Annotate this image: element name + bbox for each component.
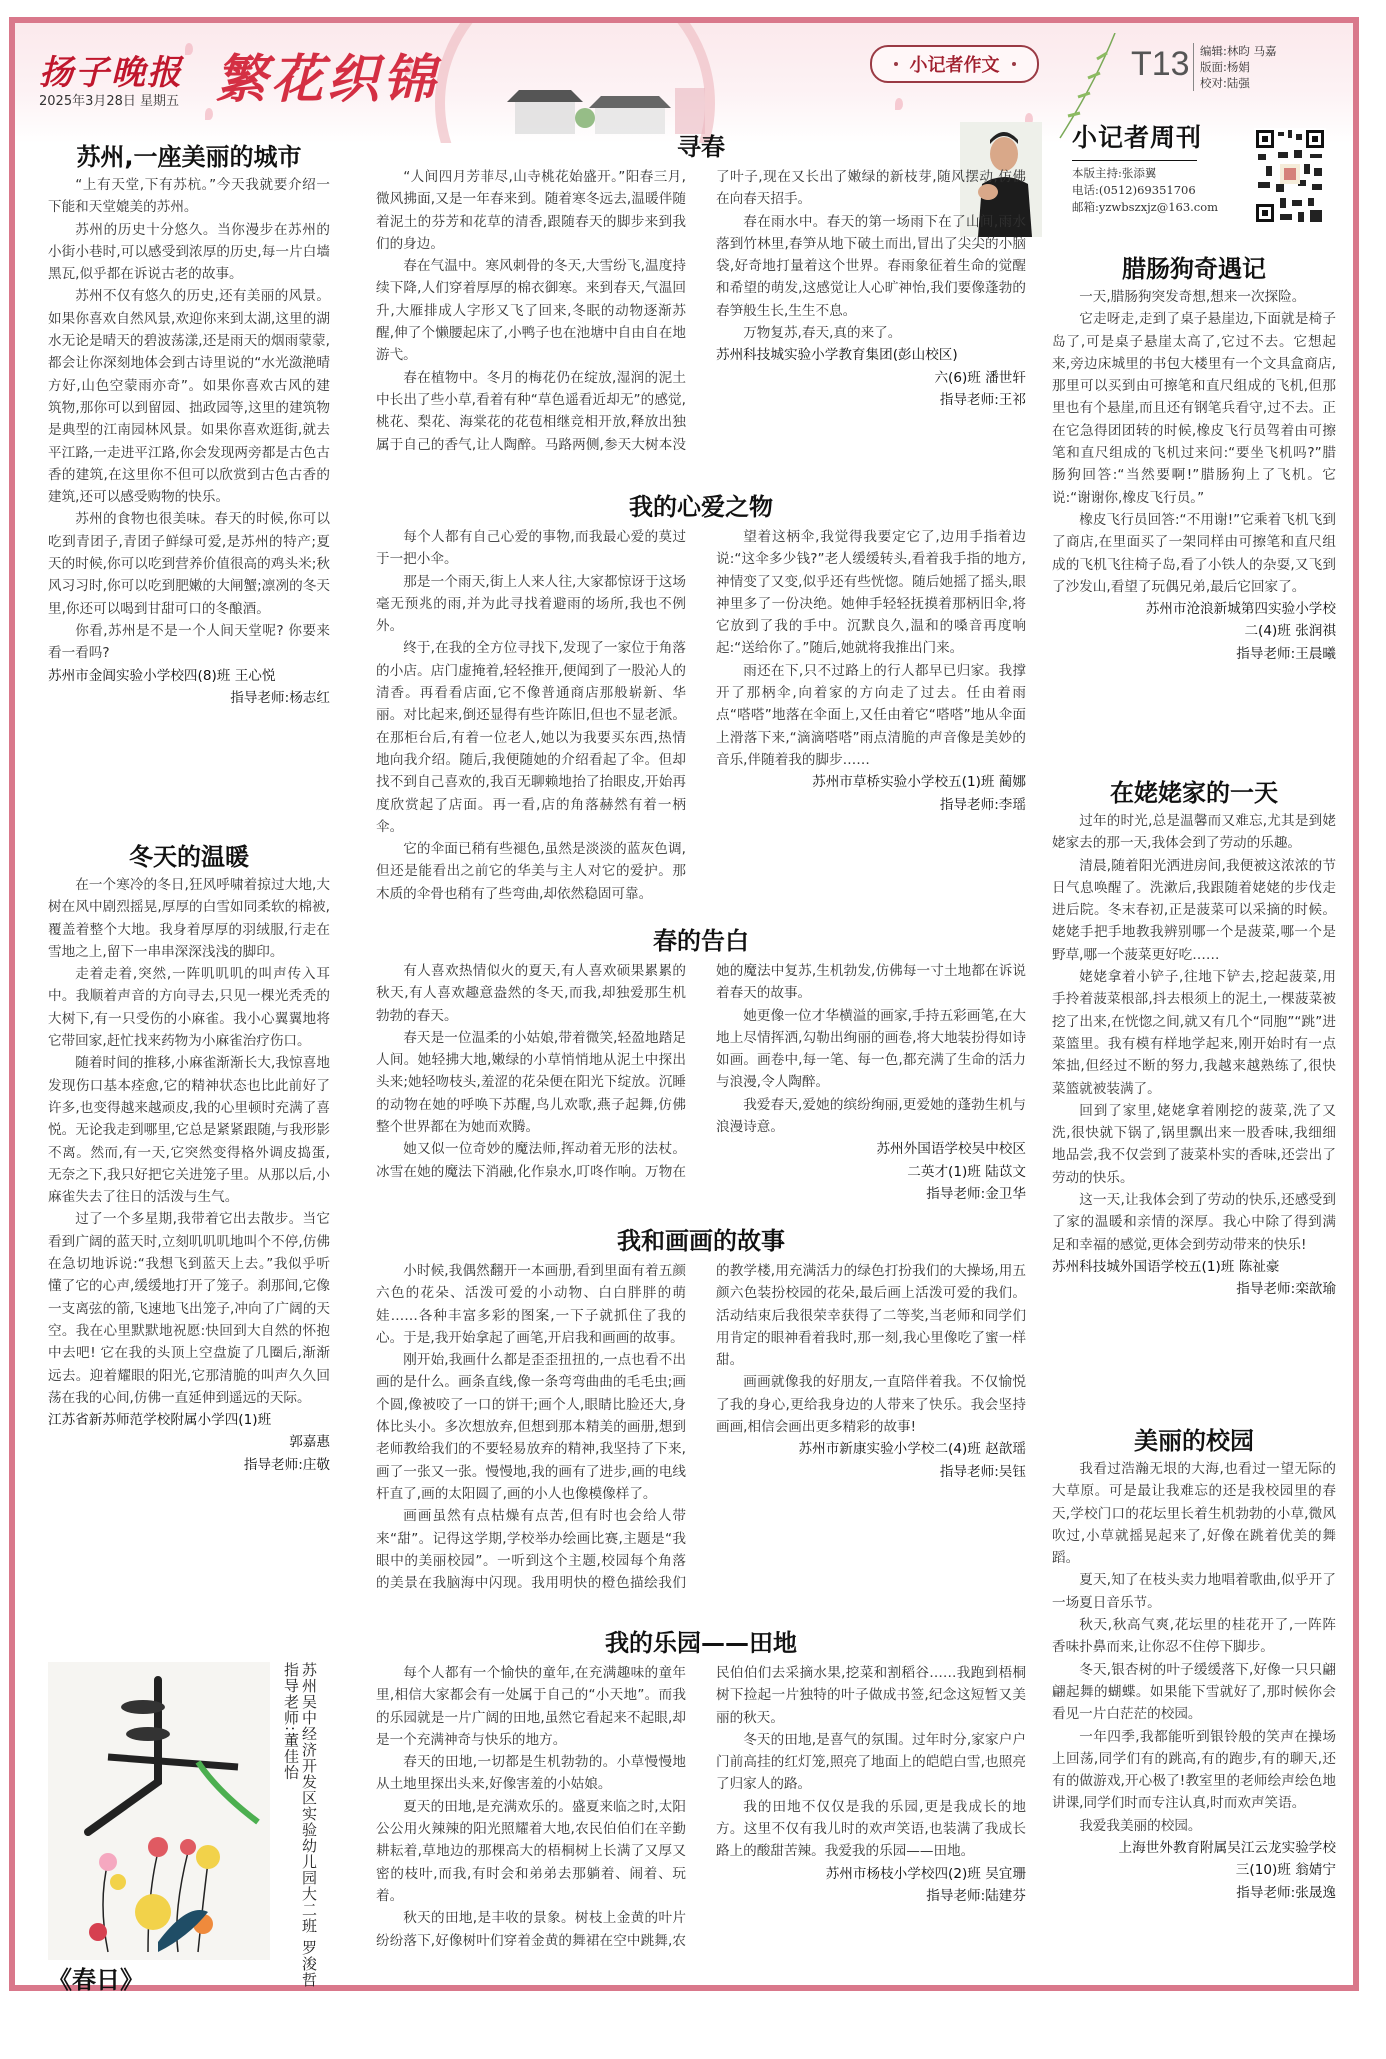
phone-line: 电话:(0512)69351706 — [1072, 183, 1196, 197]
issue-date: 2025年3月28日 星期五 — [39, 94, 180, 109]
paragraph: 回到了家里,姥姥拿着刚挖的菠菜,洗了又洗,很快就下锅了,锅里飘出来一股香味,我细细地品尝,我不仅尝到了菠菜朴实的香味,还尝出了劳动的快乐。 — [1052, 1102, 1336, 1186]
author-school: 苏州外国语学校吴中校区 — [876, 1141, 1026, 1158]
article-umbrella — [376, 490, 1026, 524]
paragraph: 一天,腊肠狗突发奇想,想来一次探险。 — [1079, 289, 1306, 305]
article-spring-body — [376, 166, 1026, 478]
paragraph: 走着走着,突然,一阵叽叽叽的叫声传入耳中。我顺着声音的方向寻去,只见一棵光秃秃的大树下,有一只受伤的小麻雀。我小心翼翼地将它带回家,赶忙找来药物为小麻雀治疗伤口。 — [48, 966, 330, 1050]
article-title: 我的心爱之物 — [629, 493, 773, 521]
paragraph: 那是一个雨天,街上人来人往,大家都惊讶于这场毫无预兆的雨,并为此寻找着避雨的场所,我也不例外。 — [376, 573, 686, 635]
author-school: 苏州市金阊实验小学校四(8)班 王心悦 — [48, 667, 276, 684]
divider — [1072, 160, 1197, 161]
article-field-body — [376, 1662, 1026, 1974]
paragraph: 苏州的历史十分悠久。当你漫步在苏州的小街小巷时,可以感受到浓厚的历史,每一片白墙黑瓦,似乎都在诉说古老的故事。 — [48, 221, 330, 283]
author-school: 苏州市杨枝小学校四(2)班 吴宜珊 — [825, 1865, 1026, 1882]
article-title: 春的告白 — [653, 927, 749, 955]
spring-day-painting-image — [48, 1662, 270, 1960]
article-suzhou — [48, 140, 330, 709]
weekly-info — [1072, 118, 1218, 216]
paragraph: “上有天堂,下有苏杭。”今天我就要介绍一下能和天堂媲美的苏州。 — [48, 177, 330, 216]
paragraph: 随着时间的推移,小麻雀渐渐长大,我惊喜地发现伤口基本痊愈,它的精神状态也比此前好了许多,也变得越来越顽皮,我的心里顿时充满了喜悦。无论我走到哪里,它总是紧紧跟随,与我形影不离。然而,有一天,它突然变得格外调皮捣蛋,无奈之下,我只好把它关进笼子里。从那以后,小麻雀失去了往日的活泼与生气。 — [48, 1055, 330, 1206]
teacher-credit: 指导老师:杨志红 — [230, 689, 330, 706]
paragraph: 她更像一位才华横溢的画家,手持五彩画笔,在大地上尽情挥洒,勾勒出绚丽的画卷,将大地装扮得如诗如画。画卷中,每一笔、每一色,都充满了生命的活力与浪漫,令人陶醉。 — [716, 1007, 1026, 1091]
paragraph: 刚开始,我画什么都是歪歪扭扭的,一点也看不出画的是什么。画条直线,像一条弯弯曲曲的毛毛虫;画个圆,像被咬了一口的饼干;画个人,眼睛比脸还大,身体比头小。多次想放弃,但想到那本精美的画册,想到老师教给我们的不要轻易放弃的精神,我坚持了下来,画了一张又一张。慢慢地,我的画有了进步,画的电线杆直了,画的太阳圆了,画的小人也像模像样了。 — [376, 1352, 686, 1502]
dot-icon — [894, 62, 898, 66]
author-name: 六(6)班 潘世轩 — [934, 369, 1026, 386]
paragraph: 它的伞面已稍有些褪色,虽然是淡淡的蓝灰色调,但还是能看出之前它的华美与主人对它的爱护。那木质的伞骨也稍有了些弯曲,却依然稳固可靠。 — [376, 841, 686, 902]
newspaper-logo: 扬子晚报 — [39, 53, 183, 93]
paragraph: 橡皮飞行员回答:“不用谢!”它乘着飞机飞到了商店,在里面买了一架同样由可擦笔和直尺组成的飞机飞往椅子岛,看了小铁人的杂耍,又飞到了沙发山,看望了玩偶兄弟,最后它回家了。 — [1052, 511, 1336, 595]
article-confession-body — [376, 960, 1026, 1212]
paragraph: 你看,苏州是不是一个人间天堂呢? 你要来看一看吗? — [48, 622, 330, 662]
childrens-painting — [48, 1662, 270, 1960]
author-name: 三(10)班 翁婧宁 — [1235, 1862, 1336, 1879]
paragraph: 雨还在下,只不过路上的行人都早已归家。我撑开了那柄伞,向着家的方向走了过去。任由着雨点“嗒嗒”地落在伞面上,又任由着它“嗒嗒”地从伞面上滑落下来,“滴滴嗒嗒”雨点清脆的声音像是美妙的音乐,伴随着我的脚步…… — [716, 662, 1026, 768]
section-tag — [870, 45, 1039, 83]
author-school: 苏州科技城外国语学校五(1)班 陈祉豪 — [1052, 1258, 1280, 1275]
paragraph: 画画就像我的好朋友,一直陪伴着我。不仅愉悦了我的身心,更给我身边的人带来了快乐。我会坚持画画,相信会画出更多精彩的故事! — [716, 1374, 1026, 1436]
layout-line: 版面:杨娟 — [1200, 60, 1250, 74]
author-school: 苏州市新康实验小学校二(4)班 赵歆瑶 — [798, 1441, 1026, 1458]
editors-credit — [1193, 43, 1277, 91]
article-drawing — [376, 1224, 1026, 1258]
proofread-line: 校对:陆强 — [1200, 76, 1250, 90]
article-title: 寻春 — [677, 133, 725, 161]
paragraph: 每个人都有一个愉快的童年,在充满趣味的童年里,相信大家都会有一处属于自己的“小天地”。而我的乐园就是一片广阔的田地,虽然它看起来不起眼,却是一个充满神奇与快乐的地方。 — [376, 1665, 686, 1748]
article-title: 我和画画的故事 — [617, 1227, 785, 1255]
paragraph: 一年四季,我都能听到银铃般的笑声在操场上回荡,同学们有的跳高,有的跑步,有的聊天,还有的做游戏,开心极了!教室里的老师绘声绘色地讲课,同学们时而专注认真,时而欢声笑语。 — [1052, 1728, 1336, 1812]
article-winter — [48, 840, 330, 1476]
paragraph: 苏州不仅有悠久的历史,还有美丽的风景。如果你喜欢自然风景,欢迎你来到太湖,这里的湖水无论是晴天的碧波荡漾,还是雨天的烟雨蒙蒙,都会让你深刻地体会到古诗里说的“水光潋滟晴方好,山色空蒙雨亦奇”。如果你喜欢古风的建筑物,那你可以到留园、拙政园等,这里的建筑物是典型的江南园林风景。如果你喜欢逛街,就去平江路,一走进平江路,你会发现两旁都是古色古香的建筑,在这里你不但可以欣赏到古色古香的建筑,还可以感受购物的快乐。 — [48, 288, 330, 506]
author-school: 苏州市草桥实验小学校五(1)班 蔺娜 — [812, 774, 1026, 791]
paragraph: 望着这柄伞,我觉得我要定它了,边用手指着边说:“这伞多少钱?”老人缓缓转头,看着我手指的地方,神情变了又变,似乎还有些恍惚。随后她摇了摇头,眼神里多了一份决绝。她伸手轻轻抚摸着那柄旧伞,将它放到了我的手中。沉默良久,温和的嗓音再度响起:“送给你了。”随后,她就将我推出门来。 — [716, 529, 1026, 657]
article-field — [376, 1626, 1026, 1660]
paragraph: 它走呀走,走到了桌子悬崖边,下面就是椅子岛了,可是桌子悬崖太高了,它过不去。它想起来,旁边床城里的书包大楼里有一个文具盒商店,那里可以买到由可擦笔和直尺组成的飞机,但那里也有个悬崖,而且还有钢笔兵看守,过不去。正在它急得团团转的时候,橡皮飞行员驾着由可擦笔和直尺组成的飞机过来问:“要坐飞机吗?”腊肠狗回答:“当然要啊!”腊肠狗上了飞机。它说:“谢谢你,橡皮飞行员。” — [1052, 311, 1336, 506]
article-title: 美丽的校园 — [1134, 1427, 1254, 1455]
teacher-credit: 指导老师:张晟逸 — [1236, 1884, 1336, 1901]
paragraph: 春天是一位温柔的小姑娘,带着微笑,轻盈地踏足人间。她轻拂大地,嫩绿的小草悄悄地从泥土中探出头来;她轻吻枝头,羞涩的花朵便在阳光下绽放。沉睡的动物在她的呼唤下苏醒,鸟儿欢歌,燕子起舞,仿佛整个世界都在为她而欢腾。 — [376, 1029, 686, 1136]
paragraph: 秋天,秋高气爽,花坛里的桂花开了,一阵阵香味扑鼻而来,让你忍不住停下脚步。 — [1052, 1617, 1336, 1656]
article-dachshund — [1052, 252, 1336, 665]
painting-caption: 《春日》 — [48, 1966, 144, 1994]
article-title: 我的乐园——田地 — [605, 1629, 797, 1657]
article-confession — [376, 924, 1026, 958]
article-campus — [1052, 1424, 1336, 1904]
teacher-credit: 指导老师:栾歆瑜 — [1236, 1281, 1336, 1298]
host-line: 本版主持:张添翼 — [1072, 166, 1157, 180]
paragraph: 清晨,随着阳光洒进房间,我便被这浓浓的节日气息唤醒了。洗漱后,我跟随着姥姥的步伐走进后院。冬末春初,正是菠菜可以采摘的时候。姥姥手把手地教我辨别哪一个是菠菜,哪一个是野草,哪一个菠菜更好吃…… — [1052, 857, 1336, 963]
paragraph: 夏天,知了在枝头卖力地唱着歌曲,似乎开了一场夏日音乐节。 — [1052, 1572, 1336, 1611]
author-school: 上海世外教育附属吴江云龙实验学校 — [1118, 1840, 1336, 1857]
teacher-credit: 指导老师:庄敬 — [243, 1456, 330, 1473]
petal-icon — [205, 108, 213, 120]
qr-code[interactable] — [1254, 128, 1326, 224]
paragraph: 我看过浩瀚无垠的大海,也看过一望无际的大草原。可是最让我难忘的还是我校园里的春天,学校门口的花坛里长着生机勃勃的小草,微风吹过,小草就摇晃起来了,好像在跳着优美的舞蹈。 — [1052, 1461, 1336, 1567]
teacher-credit: 指导老师:王祁 — [939, 391, 1026, 408]
teacher-credit: 指导老师:吴钰 — [939, 1463, 1026, 1480]
paragraph: 她又似一位奇妙的魔法师,挥动着无形的法杖。冰雪在她的魔法下消融,化作泉水,叮咚作响。万物在她的魔法中复苏,生机勃发,仿佛每一寸土地都在诉说着春天的故事。 — [376, 963, 1026, 1180]
author-school: 苏州市沧浪新城第四实验小学校 — [1145, 601, 1336, 618]
paragraph: 冬天,银杏树的叶子缓缓落下,好像一只只翩翩起舞的蝴蝶。如果能下雪就好了,那时候你会看见一片白茫茫的校园。 — [1052, 1661, 1336, 1723]
paragraph: 在一个寒冷的冬日,狂风呼啸着掠过大地,大树在风中剧烈摇晃,厚厚的白雪如同柔软的棉被,覆盖着整个大地。我身着厚厚的羽绒服,行走在雪地之上,留下一串串深深浅浅的脚印。 — [48, 877, 330, 960]
dot-icon — [1012, 62, 1016, 66]
article-title: 冬天的温暖 — [129, 843, 249, 871]
author-school: 苏州科技城实验小学教育集团(彭山校区) — [716, 347, 958, 364]
article-spring — [376, 130, 1026, 164]
paragraph: 有人喜欢热情似火的夏天,有人喜欢硕果累累的秋天,有人喜欢趣意盎然的冬天,而我,却独爱那生机勃勃的春天。 — [376, 963, 686, 1024]
article-title: 腊肠狗奇遇记 — [1122, 255, 1266, 283]
author-name: 二(4)班 张润祺 — [1244, 623, 1336, 640]
paragraph: 万物复苏,春天,真的来了。 — [743, 325, 902, 342]
weekly-title: 小记者周刊 — [1072, 123, 1203, 152]
author-name: 二英才(1)班 陆苡文 — [907, 1163, 1026, 1180]
paragraph: 春在雨水中。春天的第一场雨下在了山间,雨水落到竹林里,春笋从地下破土而出,冒出了尖尖的小脑袋,好奇地打量着这个世界。春雨象征着生命的觉醒和希望的萌发,这感觉让人心旷神怡,我们要像蓬勃的春笋般生长,生生不息。 — [716, 213, 1026, 319]
teacher-credit: 指导老师:陆建芬 — [926, 1887, 1026, 1904]
paragraph: 春天的田地,一切都是生机勃勃的。小草慢慢地从土地里探出头来,好像害羞的小姑娘。 — [376, 1754, 686, 1793]
paragraph: 我爱我美丽的校园。 — [1079, 1817, 1202, 1834]
paragraph: 冬天的田地,是喜气的氛围。过年时分,家家户户门前高挂的红灯笼,照亮了地面上的皑皑白雪,也照亮了归家人的路。 — [716, 1731, 1026, 1793]
editor-line: 编辑:林昀 马嘉 — [1200, 44, 1277, 58]
petal-icon — [895, 98, 903, 110]
paragraph: 这一天,让我体会到了劳动的快乐,还感受到了家的温暖和亲情的深厚。我心中除了得到满足和幸福的感觉,更体会到劳动带来的快乐! — [1052, 1192, 1336, 1253]
author-name: 郭嘉惠 — [289, 1434, 330, 1451]
paragraph: 秋天的田地,是丰收的景象。树枝上金黄的叶片纷纷落下,好像树叶们穿着金黄的舞裙在空中跳舞,农民伯伯们去采摘水果,挖菜和割稻谷……我跑到梧桐树下捡起一片独特的叶子做成书签,纪念这短暂又美丽的秋天。 — [376, 1665, 1026, 1949]
painting-credit: 苏州吴中经济开发区实验幼儿园大二班 罗浚哲 — [300, 1662, 318, 1988]
paragraph: 每个人都有自己心爱的事物,而我最心爱的莫过于一把小伞。 — [376, 529, 686, 568]
article-drawing-body — [376, 1260, 1026, 1616]
paragraph: 苏州的食物也很美味。春天的时候,你可以吃到青团子,青团子鲜绿可爱,是苏州的特产;夏天的时候,你可以吃到营养价值很高的鸡头米;秋风习习时,你可以吃到肥嫩的大闸蟹;凛冽的冬天里,你还可以喝到甘甜可口的冬酿酒。 — [48, 511, 330, 617]
jiangnan-houses-illustration — [485, 78, 715, 138]
article-title: 在姥姥家的一天 — [1110, 779, 1278, 807]
paragraph: “人间四月芳菲尽,山寺桃花始盛开。”阳春三月,微风拂面,又是一年春来到。随着寒冬远去,温暖伴随着泥土的芬芳和花草的清香,跟随春天的脚步来到我们的身边。 — [376, 169, 686, 252]
paragraph: 小时候,我偶然翻开一本画册,看到里面有着五颜六色的花朵、活泼可爱的小动物、白白胖胖的萌娃……各种丰富多彩的图案,一下子就抓住了我的心。于是,我开始拿起了画笔,开启我和画画的故事。 — [376, 1263, 686, 1346]
paragraph: 姥姥拿着小铲子,往地下铲去,挖起菠菜,用手拎着菠菜根部,抖去根须上的泥土,一棵菠菜被挖了出来,在恍惚之间,就又有几个“同胞”“跳”进菜篮里。我有模有样地学起来,刚开始时有一点笨拙,但经过不断的努力,我越来越熟练了,很快菜篮就被装满了。 — [1052, 969, 1336, 1097]
paragraph: 夏天的田地,是充满欢乐的。盛夏来临之时,太阳公公用火辣辣的阳光照耀着大地,农民伯伯们在辛勤耕耘着,草地边的那棵高大的梧桐树上长满了又厚又密的枝叶,而我,有时会和弟弟去那躺着、闹着、玩着。 — [376, 1798, 686, 1904]
paragraph: 过了一个多星期,我带着它出去散步。当它看到广阔的蓝天时,立刻叽叽叽地叫个不停,仿佛在急切地诉说:“我想飞到蓝天上去。”我似乎听懂了它的心声,缓缓地打开了笼子。刹那间,它像一支离弦的箭,飞速地飞出笼子,冲向了广阔的天空。我在心里默默地祝愿:快回到大自然的怀抱中去吧! 它在我的头顶上空盘旋了几圈后,渐渐远去。迎着耀眼的阳光,它那清脆的叫声久久回荡在我的心间,仿佛一直延伸到遥远的天际。 — [48, 1211, 330, 1406]
article-title: 苏州,一座美丽的城市 — [76, 143, 302, 171]
teacher-credit: 指导老师:李瑶 — [939, 796, 1026, 813]
paragraph: 我爱春天,爱她的缤纷绚丽,更爱她的蓬勃生机与浪漫诗意。 — [716, 1096, 1026, 1136]
painting-teacher: 指导老师:董佳怡 — [282, 1662, 300, 1781]
teacher-credit: 指导老师:王晨曦 — [1236, 645, 1336, 662]
section-label: 小记者作文 — [909, 55, 1000, 76]
page-banner-title: 繁花织锦 — [215, 49, 440, 110]
paragraph: 终于,在我的全方位寻找下,发现了一家位于角落的小店。店门虚掩着,轻轻推开,便闻到了一股沁人的清香。再看看店面,它不像普通商店那般崭新、华丽。对比起来,倒还显得有些许陈旧,但也不显老派。在那柜台后,有着一位老人,她以为我要买东西,热情地向我介绍。随后,我便随她的介绍看起了伞。但却找不到自己喜欢的,我百无聊赖地抬了抬眼皮,开始再度欣赏起了店面。再一看,店的角落赫然有着一柄伞。 — [376, 640, 686, 835]
paragraph: 春在植物中。冬月的梅花仍在绽放,湿润的泥土中长出了些小草,看着有种“草色遥看近却无”的感觉,桃花、梨花、海棠花的花苞相继竞相开放,释放出独属于自己的香气,让人陶醉。马路两侧,参天大树本没了叶子,现在又长出了嫩绿的新枝芽,随风摆动,仿佛在向春天招手。 — [376, 169, 1026, 453]
article-umbrella-body — [376, 526, 1026, 928]
paragraph: 我的田地不仅仅是我的乐园,更是我成长的地方。这里不仅有我儿时的欢声笑语,也装满了我成长路上的酸甜苦辣。我爱我的乐园——田地。 — [716, 1798, 1026, 1860]
author-school: 江苏省新苏师范学校附属小学四(1)班 — [48, 1412, 272, 1429]
petal-icon — [185, 43, 193, 55]
page-number: T13 — [1131, 45, 1190, 83]
email-line: 邮箱:yzwbszxjz@163.com — [1072, 200, 1219, 214]
paragraph: 春在气温中。寒风刺骨的冬天,大雪纷飞,温度持续下降,人们穿着厚厚的棉衣御寒。来到春天,气温回升,大雁排成人字形又飞了回来,冬眠的动物逐渐苏醒,伸了个懒腰起床了,小鸭子也在池塘中自由自在地游弋。 — [376, 258, 686, 364]
paragraph: 画画虽然有点枯燥有点苦,但有时也会给人带来“甜”。记得这学期,学校举办绘画比赛,主题是“我眼中的美丽校园”。一听到这个主题,校园每个角落的美景在我脑海中闪现。我用明快的橙色描绘我们的教学楼,用充满活力的绿色打扮我们的大操场,用五颜六色装扮校园的花朵,最后画上活泼可爱的我们。活动结束后我很荣幸获得了二等奖,当老师和同学们用肯定的眼神看着我时,那一刻,我心里像吃了蜜一样甜。 — [376, 1263, 1026, 1592]
paragraph: 过年的时光,总是温馨而又难忘,尤其是到姥姥家去的那一天,我体会到了劳动的乐趣。 — [1052, 813, 1336, 852]
teacher-credit: 指导老师:金卫华 — [926, 1185, 1026, 1202]
article-grandma — [1052, 776, 1336, 1301]
